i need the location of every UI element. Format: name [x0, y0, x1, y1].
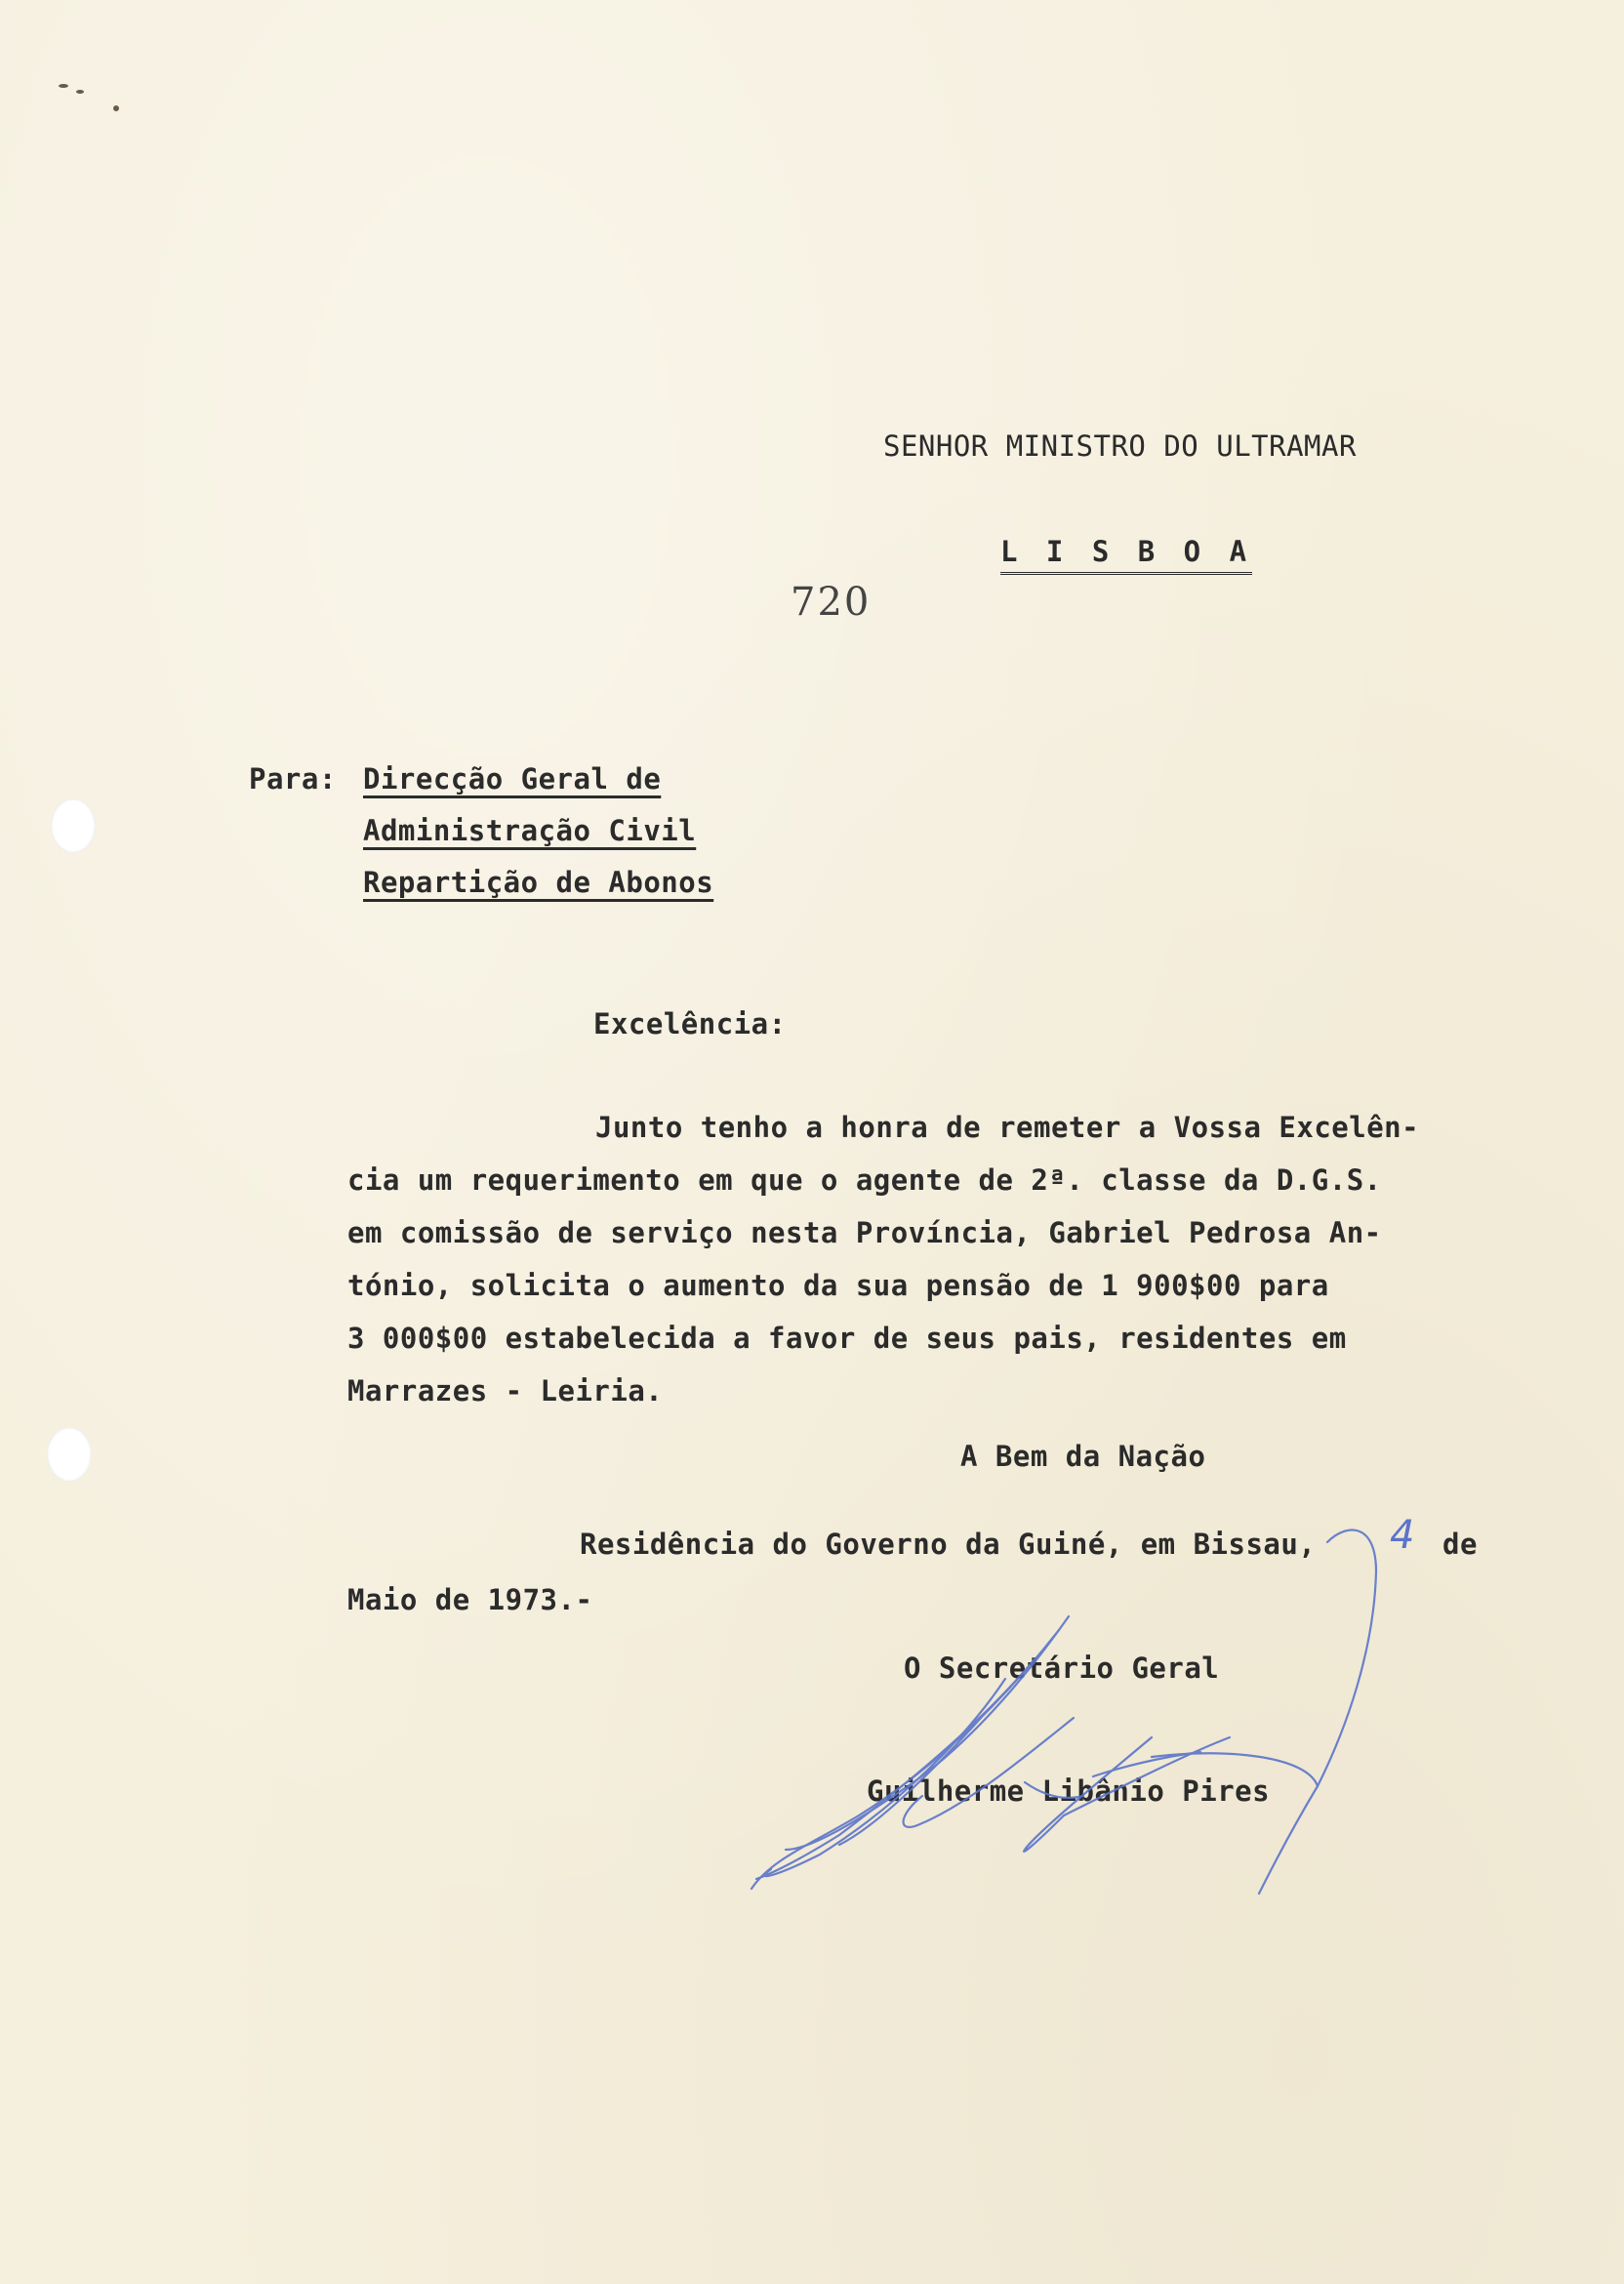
punch-hole-top	[51, 798, 96, 853]
body-line-1: Junto tenho a honra de remeter a Vossa Excelên-	[595, 1111, 1420, 1144]
place-date-de: de	[1442, 1528, 1478, 1561]
closing-motto: A Bem da Nação	[960, 1440, 1206, 1473]
signatory-title: O Secretário Geral	[904, 1652, 1220, 1685]
handwritten-day: 4	[1390, 1513, 1415, 1558]
punch-hole-bottom	[47, 1427, 92, 1482]
place-date-line-2: Maio de 1973.-	[347, 1583, 593, 1616]
salutation: Excelência:	[593, 1007, 787, 1040]
addressee-line: SENHOR MINISTRO DO ULTRAMAR	[883, 429, 1357, 463]
place-date-line-1: Residência do Governo da Guiné, em Bissau,	[580, 1528, 1317, 1561]
ink-speck	[113, 105, 119, 111]
ink-speck	[76, 90, 84, 94]
body-line-6: Marrazes - Leiria.	[347, 1374, 664, 1407]
city-line	[1000, 535, 1252, 568]
body-line-2: cia um requerimento em que o agente de 2ª. classe da D.G.S.	[347, 1163, 1382, 1197]
body-line-5: 3 000$00 estabelecida a favor de seus pais, residentes em	[347, 1322, 1347, 1355]
body-line-3: em comissão de serviço nesta Província, Gabriel Pedrosa An-	[347, 1216, 1382, 1249]
serial-number-stamp: 720	[791, 580, 872, 625]
city-text: L I S B O A	[1000, 535, 1252, 575]
recipient-label: Para:	[249, 762, 337, 795]
recipient-line-1: Direcção Geral de	[363, 762, 662, 795]
signatory-name: Guilherme Libânio Pires	[867, 1774, 1271, 1808]
recipient-line-3: Repartição de Abonos	[363, 866, 714, 899]
body-line-4: tónio, solicita o aumento da sua pensão de 1 900$00 para	[347, 1269, 1329, 1302]
ink-speck	[59, 84, 68, 88]
recipient-line-2: Administração Civil	[363, 814, 697, 847]
